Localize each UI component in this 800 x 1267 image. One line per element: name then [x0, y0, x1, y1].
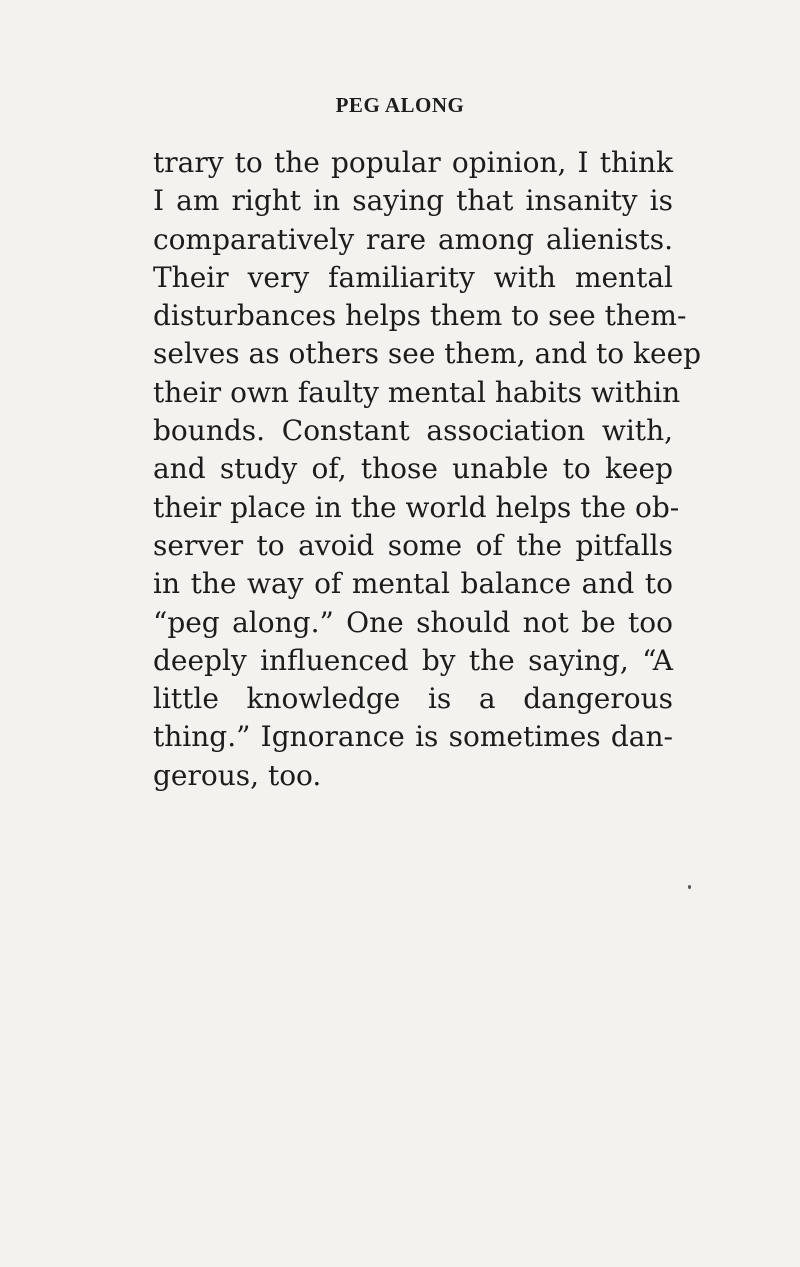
running-head: PEG ALONG: [335, 93, 465, 117]
text-line: server to avoid some of the pitfalls: [153, 528, 673, 562]
text-line: Their very familiarity with mental: [153, 260, 673, 294]
text-line: their own faulty mental habits within: [153, 375, 681, 409]
text-line: bounds. Constant association with,: [153, 414, 673, 448]
text-line: in the way of mental balance and to: [153, 567, 673, 601]
text-line: comparatively rare among alienists.: [153, 222, 673, 256]
text-line: selves as others see them, and to keep: [153, 337, 702, 371]
text-line: thing.” Ignorance is sometimes dan-: [153, 720, 673, 754]
text-line: disturbances helps them to see them-: [153, 299, 687, 333]
ink-speck: [688, 885, 691, 889]
body-paragraph: [153, 144, 702, 795]
text-line: and study of, those unable to keep: [153, 452, 673, 486]
text-line: trary to the popular opinion, I think: [153, 146, 673, 179]
text-line: little knowledge is a dangerous: [153, 682, 673, 716]
text-line: deeply influenced by the saying, “A: [153, 643, 673, 677]
text-line: “peg along.” One should not be too: [153, 605, 673, 639]
text-line: I am right in saying that insanity is: [153, 184, 673, 218]
text-line: gerous, too.: [153, 758, 322, 792]
text-line: their place in the world helps the ob-: [153, 490, 680, 524]
